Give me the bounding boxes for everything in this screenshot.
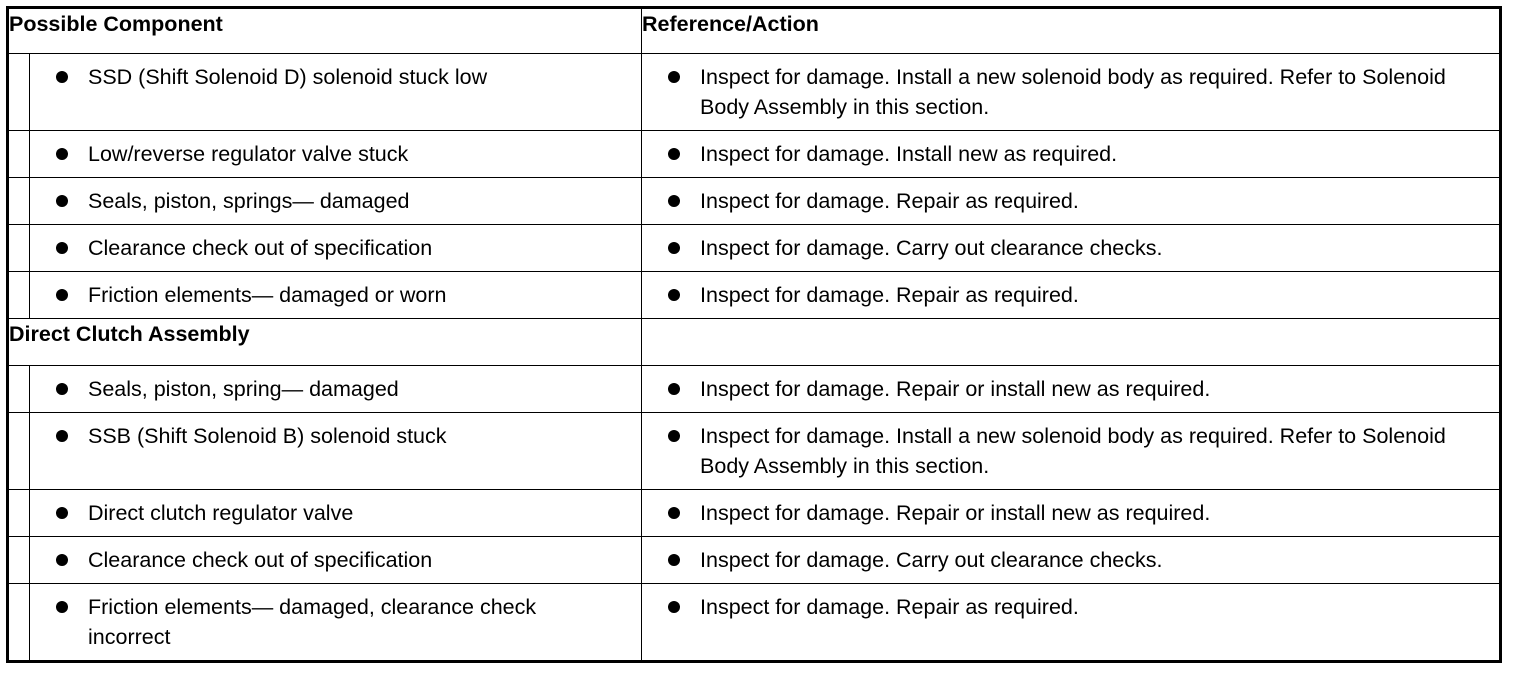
bullet-icon [668, 383, 680, 395]
action-cell [642, 272, 1501, 319]
component-text: Friction elements— damaged or worn [88, 283, 447, 307]
action-cell [642, 54, 1501, 131]
header-reference-action: Reference/Action [642, 8, 1501, 54]
component-cell [30, 54, 642, 131]
section-empty-cell [642, 319, 1501, 366]
table-row [8, 490, 1501, 537]
table-row [8, 413, 1501, 490]
table-row [8, 366, 1501, 413]
component-cell [30, 413, 642, 490]
bullet-icon [56, 289, 68, 301]
component-text: Clearance check out of specification [88, 236, 433, 260]
component-cell [30, 225, 642, 272]
component-text: SSD (Shift Solenoid D) solenoid stuck low [88, 65, 488, 89]
indent-cell [8, 490, 30, 537]
bullet-icon [668, 148, 680, 160]
component-text: Seals, piston, springs— damaged [88, 189, 410, 213]
bullet-icon [56, 507, 68, 519]
bullet-icon [668, 430, 680, 442]
indent-cell [8, 54, 30, 131]
indent-cell [8, 272, 30, 319]
action-text: Inspect for damage. Carry out clearance checks. [700, 236, 1163, 260]
action-cell [642, 584, 1501, 662]
table-row [8, 537, 1501, 584]
component-text: Clearance check out of specification [88, 548, 433, 572]
bullet-icon [668, 195, 680, 207]
table-row [8, 584, 1501, 662]
indent-cell [8, 178, 30, 225]
table-row [8, 225, 1501, 272]
component-cell [30, 490, 642, 537]
bullet-icon [668, 554, 680, 566]
section-title: Direct Clutch Assembly [8, 319, 642, 366]
bullet-icon [668, 601, 680, 613]
component-cell [30, 131, 642, 178]
component-text: Direct clutch regulator valve [88, 501, 354, 525]
indent-cell [8, 584, 30, 662]
action-text: Inspect for damage. Carry out clearance checks. [700, 548, 1163, 572]
indent-cell [8, 131, 30, 178]
action-text: Inspect for damage. Install new as required. [700, 142, 1118, 166]
action-text: Inspect for damage. Repair or install new as required. [700, 377, 1211, 401]
indent-cell [8, 366, 30, 413]
component-text: Seals, piston, spring— damaged [88, 377, 399, 401]
action-cell [642, 413, 1501, 490]
bullet-icon [668, 71, 680, 83]
component-cell [30, 366, 642, 413]
action-cell [642, 490, 1501, 537]
header-possible-component: Possible Component [8, 8, 642, 54]
table-header-row [8, 8, 1501, 54]
component-cell [30, 272, 642, 319]
table-row [8, 178, 1501, 225]
action-text: Inspect for damage. Repair as required. [700, 283, 1079, 307]
component-text: Low/reverse regulator valve stuck [88, 142, 409, 166]
indent-cell [8, 413, 30, 490]
bullet-icon [668, 507, 680, 519]
action-cell [642, 131, 1501, 178]
table-row [8, 131, 1501, 178]
bullet-icon [56, 71, 68, 83]
bullet-icon [56, 554, 68, 566]
table-row [8, 272, 1501, 319]
action-text: Inspect for damage. Repair as required. [700, 595, 1079, 619]
bullet-icon [668, 289, 680, 301]
action-cell [642, 537, 1501, 584]
action-cell [642, 225, 1501, 272]
bullet-icon [56, 148, 68, 160]
action-cell [642, 366, 1501, 413]
diagnosis-table [6, 6, 1502, 663]
bullet-icon [56, 430, 68, 442]
table-row [8, 54, 1501, 131]
component-cell [30, 178, 642, 225]
indent-cell [8, 537, 30, 584]
indent-cell [8, 225, 30, 272]
component-text: Friction elements— damaged, clearance check incorrect [88, 595, 537, 649]
bullet-icon [56, 383, 68, 395]
bullet-icon [56, 242, 68, 254]
component-text: SSB (Shift Solenoid B) solenoid stuck [88, 424, 447, 448]
bullet-icon [668, 242, 680, 254]
action-text: Inspect for damage. Repair as required. [700, 189, 1079, 213]
component-cell [30, 537, 642, 584]
bullet-icon [56, 195, 68, 207]
action-text: Inspect for damage. Install a new solenoid body as required. Refer to Solenoid Body Assembly in this section. [700, 65, 1446, 119]
bullet-icon [56, 601, 68, 613]
section-row [8, 319, 1501, 366]
action-text: Inspect for damage. Install a new solenoid body as required. Refer to Solenoid Body Assembly in this section. [700, 424, 1446, 478]
action-cell [642, 178, 1501, 225]
action-text: Inspect for damage. Repair or install new as required. [700, 501, 1211, 525]
component-cell [30, 584, 642, 662]
